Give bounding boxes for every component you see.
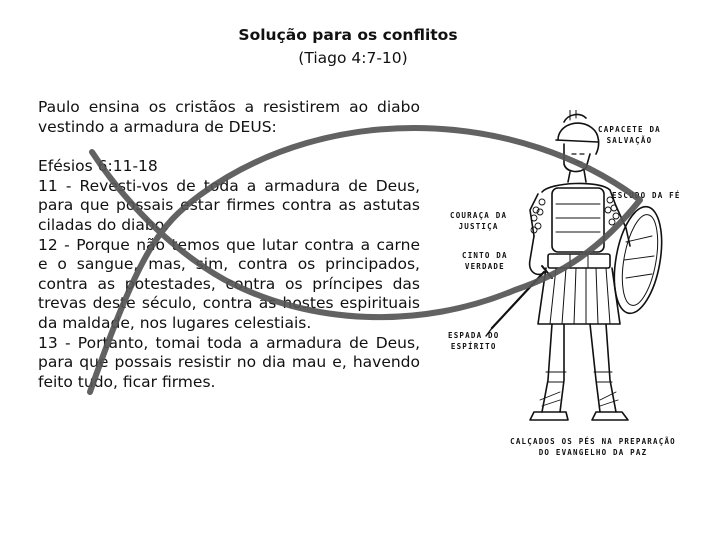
verse-11: 11 - Revesti-vos de toda a armadura de Deus, para que possais estar firmes contra as astutas ciladas do diabo. [38, 176, 420, 234]
label-helmet [598, 124, 661, 146]
label-shoes [476, 436, 710, 458]
body-text [38, 98, 420, 392]
label-shoes-line1: CALÇADOS OS PÉS NA PREPARAÇÃO [510, 437, 676, 446]
label-helmet-line1: CAPACETE DA [598, 125, 661, 134]
label-shield: ESCUDO DA FÉ [612, 191, 681, 200]
slide-reference: (Tiago 4:7-10) [298, 49, 408, 67]
verse-heading: Efésios 6:11-18 [38, 157, 158, 176]
label-belt [462, 250, 508, 272]
label-shoes-line2: DO EVANGELHO DA PAZ [538, 448, 648, 457]
slide-title: Solução para os conflitos [238, 26, 458, 44]
label-breastplate-line2: JUSTIÇA [458, 222, 499, 231]
label-breastplate [450, 210, 507, 232]
armor-of-god-illustration [430, 110, 720, 470]
label-sword [448, 330, 499, 352]
verse-12: 12 - Porque não temos que lutar contra a carne e o sangue, mas, sim, contra os principados, contra as potestades, contra os príncipes das trevas deste século, contra as hostes espirituais da maldade, nos lugares celestiais. [38, 235, 420, 332]
soldier-drawing [430, 110, 720, 470]
label-belt-line1: CINTO DA [462, 251, 508, 260]
label-sword-line2: ESPÍRITO [450, 342, 497, 351]
label-sword-line1: ESPADA DO [448, 331, 500, 340]
intro-paragraph: Paulo ensina os cristãos a resistirem ao diabo vestindo a armadura de DEUS: [38, 98, 420, 136]
verse-13: 13 - Portanto, tomai toda a armadura de Deus, para que possais resistir no dia mau e, havendo feito tudo, ficar firmes. [38, 333, 420, 391]
label-helmet-line2: SALVAÇÃO [606, 136, 653, 145]
label-belt-line2: VERDADE [464, 262, 505, 271]
label-breastplate-line1: COURAÇA DA [450, 211, 508, 220]
